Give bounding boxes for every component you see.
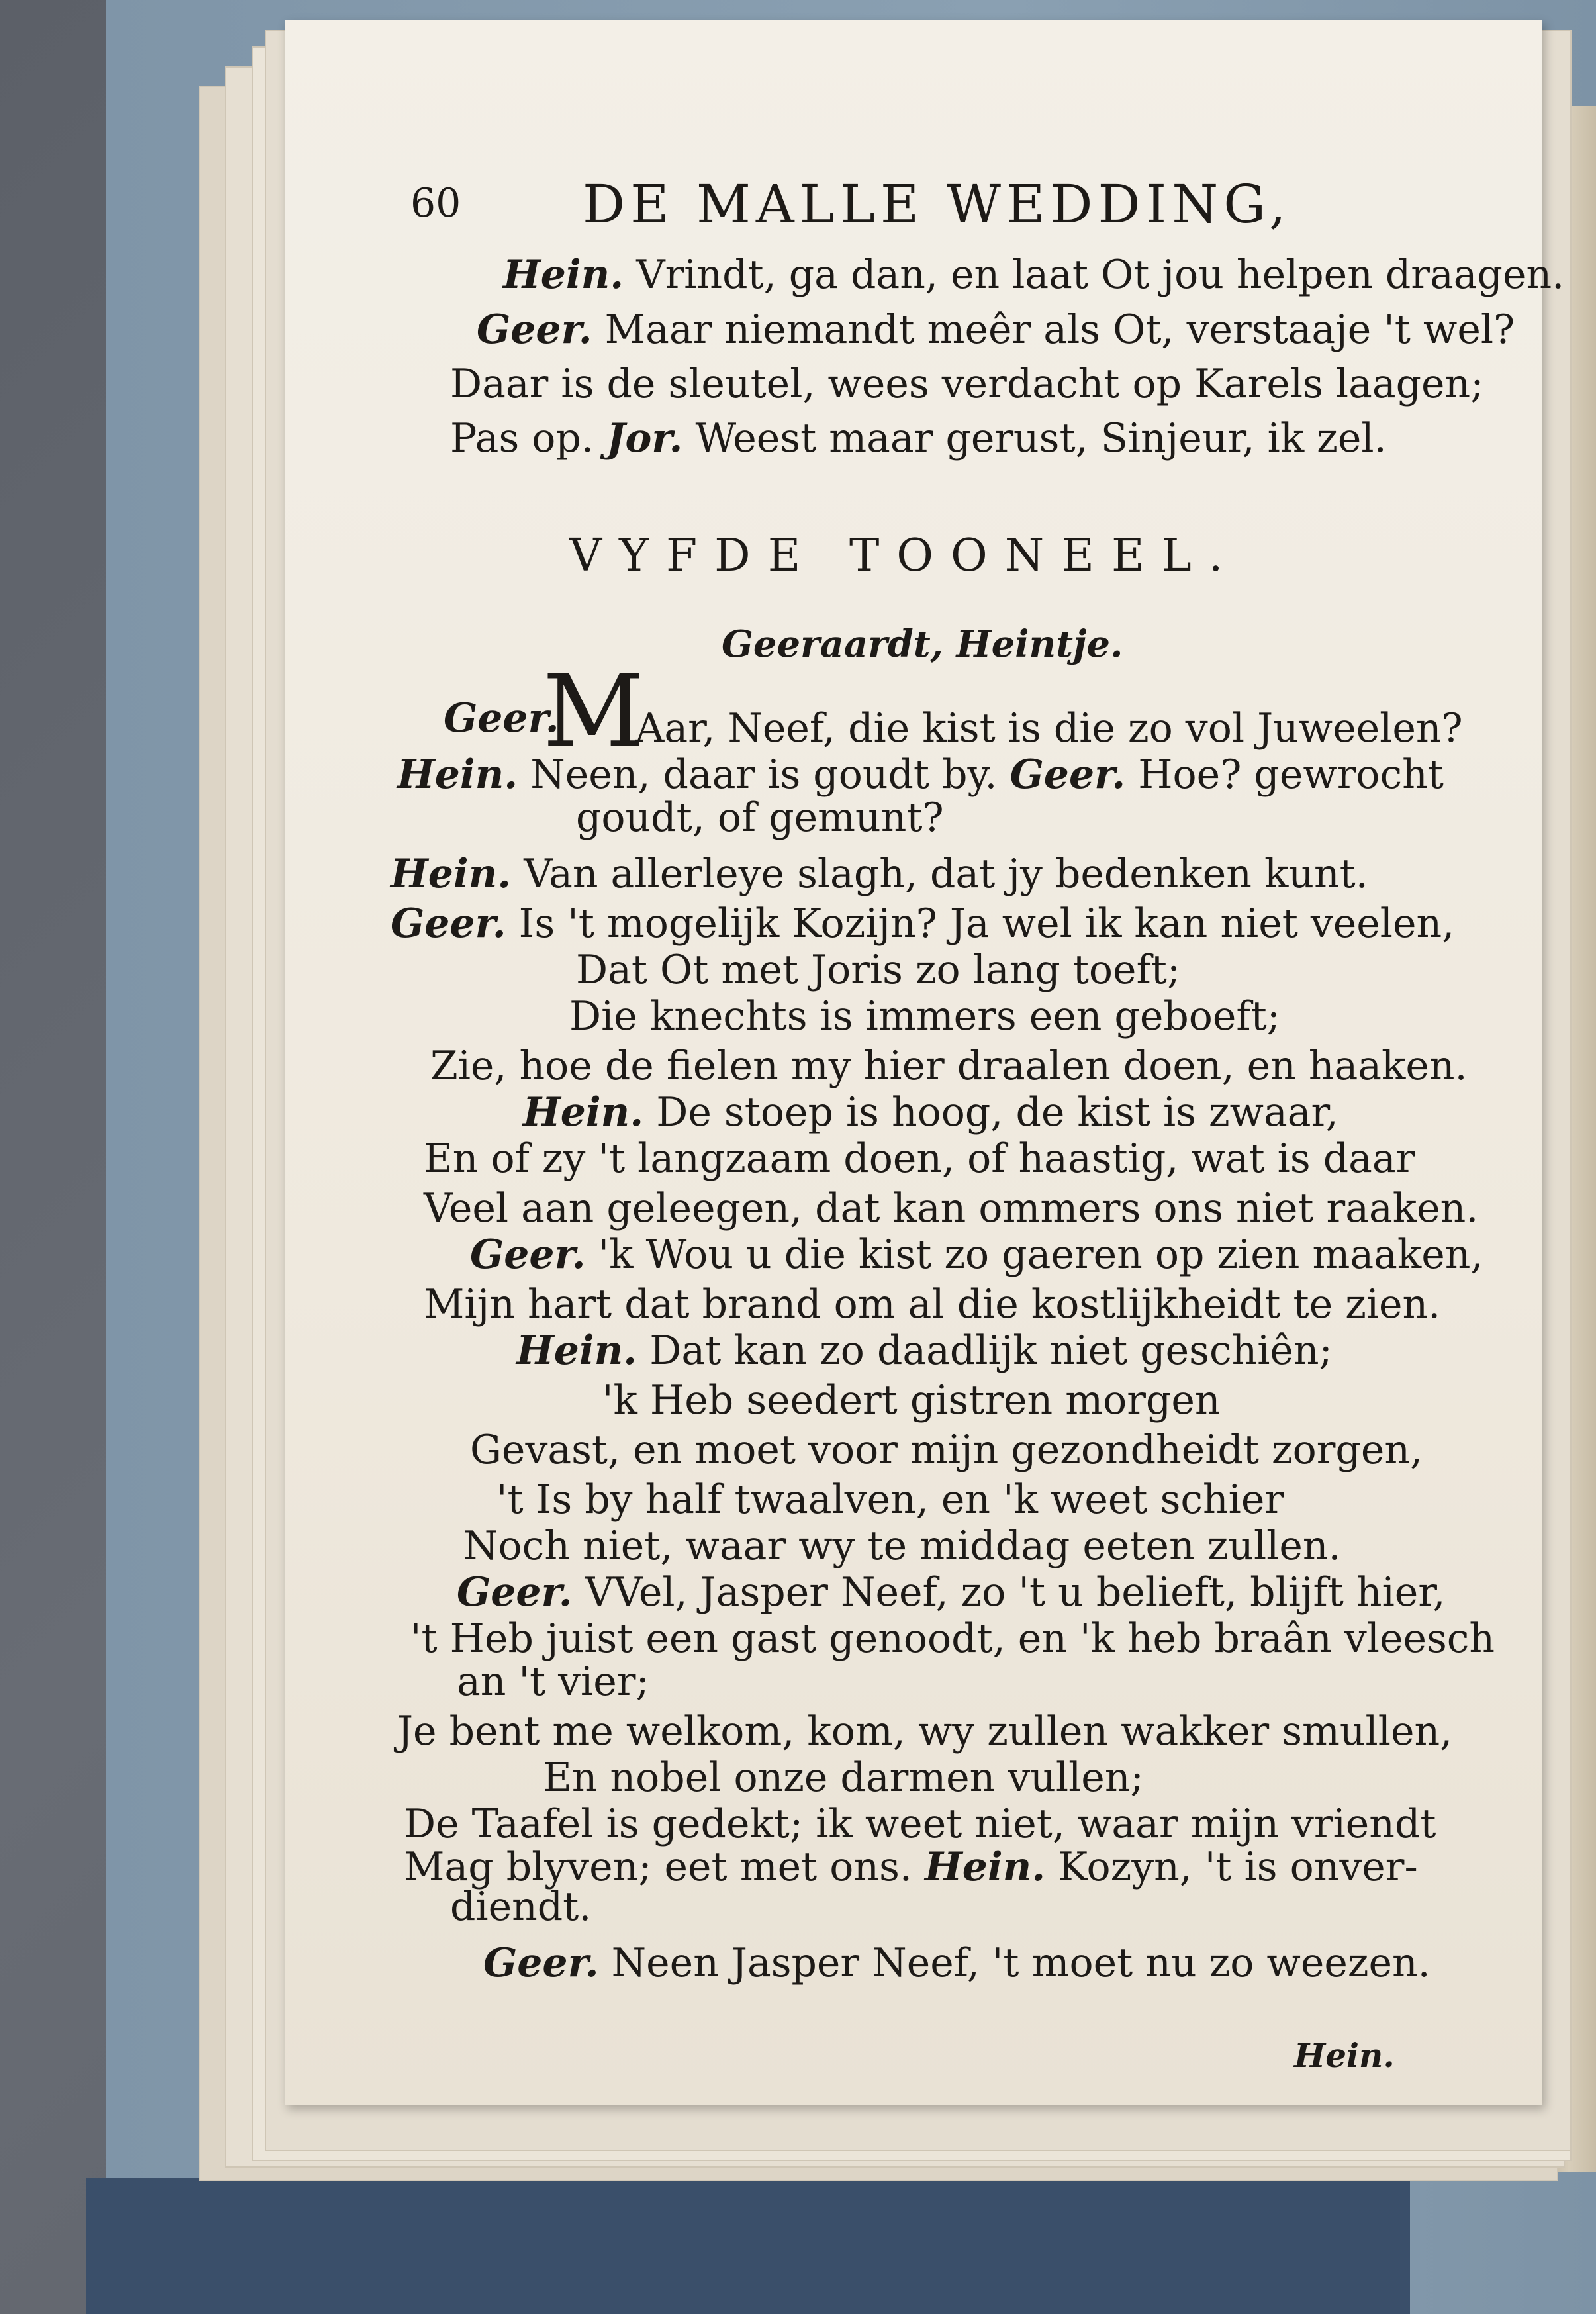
verse-line	[470, 1231, 1483, 1278]
verse-text: Veel aan geleegen, dat kan ommers ons niet raaken.	[424, 1185, 1479, 1231]
verse-line	[503, 252, 1565, 298]
verse-text: Je bent me welkom, kom, wy zullen wakker smullen,	[397, 1708, 1453, 1755]
running-head: DE MALLE WEDDING,	[583, 173, 1291, 235]
verse-text: Pas op.	[450, 415, 594, 461]
verse-text: Kozyn, 't is onver-	[1058, 1844, 1418, 1890]
verse-text: Maar niemandt meêr als Ot, verstaaje 't wel?	[604, 307, 1515, 353]
speaker-label: Geer.	[444, 695, 559, 742]
verse-line	[430, 1043, 1468, 1089]
speaker-label: Hein.	[516, 1327, 637, 1374]
verse-line	[496, 1476, 1284, 1523]
verse-text: an 't vier;	[457, 1659, 649, 1705]
verse-text: Hoe? gewrocht	[1138, 751, 1444, 798]
verse-line	[450, 415, 1387, 461]
verse-line	[424, 1185, 1479, 1231]
verse-line	[391, 851, 1368, 897]
verse-line	[516, 1327, 1333, 1374]
verse-text: Weest maar gerust, Sinjeur, ik zel.	[695, 415, 1387, 461]
speaker-label: Geer.	[391, 900, 506, 947]
verse-text: 'k Wou u die kist zo gaeren op zien maaken,	[598, 1231, 1483, 1278]
speaker-label: Geer.	[470, 1231, 586, 1278]
verse-line	[602, 1377, 1221, 1423]
verse-line	[576, 947, 1181, 993]
speaker-label: Hein.	[391, 851, 512, 897]
verse-text: Dat kan zo daadlijk niet geschiên;	[649, 1327, 1333, 1374]
verse-text: 'k Heb seedert gistren morgen	[602, 1377, 1221, 1423]
verse-text: Gevast, en moet voor mijn gezondheidt zorgen,	[470, 1427, 1423, 1473]
persons-list: Geeraardt, Heintje.	[722, 622, 1123, 666]
verse-line	[410, 1615, 1495, 1662]
verse-line	[397, 1708, 1453, 1755]
verse-line	[424, 1281, 1441, 1327]
verse-text: diendt.	[450, 1884, 592, 1930]
speaker-label: Hein.	[503, 252, 624, 298]
speaker-label: Geer.	[483, 1940, 599, 1986]
verse-line	[450, 1884, 592, 1930]
verse-text: 't Heb juist een gast genoodt, en 'k heb braân vleesch	[410, 1615, 1495, 1662]
verse-text: En of zy 't langzaam doen, of haastig, wat is daar	[424, 1135, 1415, 1182]
verse-text: VVel, Jasper Neef, zo 't u belieft, blijft hier,	[585, 1569, 1446, 1615]
scene-heading: VYFDE TOONEEL.	[569, 530, 1241, 582]
verse-text: Mag blyven; eet met ons.	[404, 1844, 912, 1890]
speaker-label: Geer.	[457, 1569, 573, 1615]
speaker-label: Jor.	[606, 415, 683, 461]
page-number: 60	[410, 180, 461, 226]
verse-line	[569, 993, 1280, 1039]
verse-text: goudt, of gemunt?	[576, 795, 944, 841]
verse-line	[483, 1940, 1431, 1986]
verse-line	[450, 361, 1484, 407]
verse-line	[477, 307, 1515, 353]
verse-line	[523, 1089, 1338, 1135]
verse-text: En nobel onze darmen vullen;	[543, 1755, 1144, 1801]
speaker-label: Geer.	[477, 307, 592, 353]
verse-text: De Taafel is gedekt; ik weet niet, waar mijn vriendt	[404, 1801, 1436, 1847]
verse-line	[457, 1659, 649, 1705]
catchword: Hein.	[1294, 2036, 1395, 2075]
verse-text: Van allerleye slagh, dat jy bedenken kunt.	[524, 851, 1368, 897]
verse-line	[444, 695, 559, 742]
verse-line	[576, 795, 944, 841]
speaker-label: Hein.	[523, 1089, 644, 1135]
speaker-label: Hein.	[925, 1844, 1046, 1890]
verse-line	[635, 705, 1463, 751]
verse-line	[424, 1135, 1415, 1182]
verse-text: 't Is by half twaalven, en 'k weet schier	[496, 1476, 1284, 1523]
verse-text: Noch niet, waar wy te middag eeten zullen.	[463, 1523, 1341, 1569]
cover-edge	[86, 2178, 1410, 2314]
verse-text: Is 't mogelijk Kozijn? Ja wel ik kan niet veelen,	[518, 900, 1455, 947]
verse-line	[463, 1523, 1341, 1569]
verse-text: Mijn hart dat brand om al die kostlijkheidt te zien.	[424, 1281, 1441, 1327]
verse-text: Aar, Neef, die kist is die zo vol Juweelen?	[635, 705, 1463, 751]
verse-text: Daar is de sleutel, wees verdacht op Karels laagen;	[450, 361, 1484, 407]
verse-line	[391, 900, 1455, 947]
verse-line	[397, 751, 1444, 798]
verse-line	[404, 1844, 1418, 1890]
verse-text: Vrindt, ga dan, en laat Ot jou helpen draagen.	[636, 252, 1565, 298]
verse-text: Dat Ot met Joris zo lang toeft;	[576, 947, 1181, 993]
verse-line	[457, 1569, 1446, 1615]
verse-text: Die knechts is immers een geboeft;	[569, 993, 1280, 1039]
verse-text: De stoep is hoog, de kist is zwaar,	[656, 1089, 1338, 1135]
verse-text: Zie, hoe de fielen my hier draalen doen, en haaken.	[430, 1043, 1468, 1089]
verse-text: Neen, daar is goudt by.	[530, 751, 998, 798]
drop-capital: M	[543, 654, 645, 769]
speaker-label: Hein.	[397, 751, 518, 798]
verse-line	[470, 1427, 1423, 1473]
verse-text: Neen Jasper Neef, 't moet nu zo weezen.	[611, 1940, 1431, 1986]
verse-line	[404, 1801, 1436, 1847]
speaker-label: Geer.	[1009, 751, 1126, 798]
verse-line	[543, 1755, 1144, 1801]
